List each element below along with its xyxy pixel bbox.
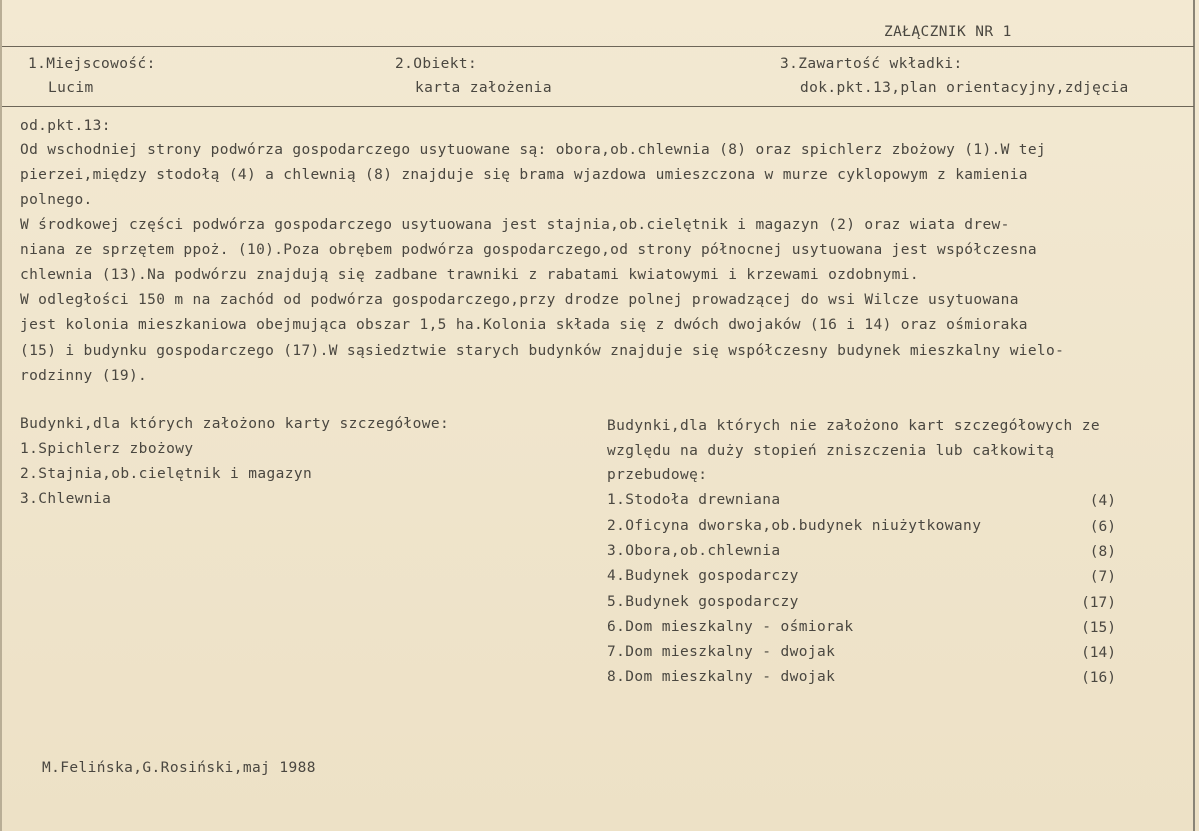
right-list-item: 5.Budynek gospodarczy	[607, 594, 799, 610]
description-line: W odległości 150 m na zachód od podwórza gospodarczego,przy drodze polnej prowadzącej do wsi Wilcze usytuowana	[20, 292, 1019, 308]
object-value: karta założenia	[415, 80, 552, 96]
description-line: pierzei,między stodołą (4) a chlewnią (8) znajduje się brama wjazdowa umieszczona w murze cyklopowym z kamienia	[20, 167, 1028, 183]
right-list-item-number: (14)	[1081, 645, 1116, 661]
right-list-item-number: (16)	[1081, 670, 1116, 686]
description-line: Od wschodniej strony podwórza gospodarczego usytuowane są: obora,ob.chlewnia (8) oraz spichlerz zbożowy (1).W tej	[20, 142, 1047, 158]
left-list-heading: Budynki,dla których założono karty szczegółowe:	[20, 416, 450, 432]
right-edge	[1193, 0, 1195, 831]
description-line: niana ze sprzętem ppoż. (10).Poza obrębem podwórza gospodarczego,od strony północnej usytuowana jest współczesna	[20, 242, 1037, 258]
description-line: jest kolonia mieszkaniowa obejmująca obszar 1,5 ha.Kolonia składa się z dwóch dwojaków (16 i 14) oraz ośmioraka	[20, 317, 1028, 333]
insert-contents-value: dok.pkt.13,plan orientacyjny,zdjęcia	[800, 80, 1129, 96]
description-line: rodzinny (19).	[20, 368, 148, 384]
description-line: (15) i budynku gospodarczego (17).W sąsiedztwie starych budynków znajduje się współczesny budynek mieszkalny wielo-	[20, 343, 1065, 359]
right-list-item: 8.Dom mieszkalny - dwojak	[607, 669, 836, 685]
right-list-item: 4.Budynek gospodarczy	[607, 568, 799, 584]
right-list-item: 6.Dom mieszkalny - ośmiorak	[607, 619, 854, 635]
right-list-item-number: (8)	[1089, 544, 1116, 560]
right-list-heading-line: przebudowę:	[607, 467, 708, 483]
right-list-item-number: (6)	[1089, 519, 1116, 535]
right-list-heading-line: Budynki,dla których nie założono kart szczegółowych ze	[607, 418, 1101, 434]
left-list-item: 1.Spichlerz zbożowy	[20, 441, 194, 457]
locality-value: Lucim	[48, 80, 94, 96]
left-list-item: 3.Chlewnia	[20, 491, 112, 507]
annex-number: ZAŁĄCZNIK NR 1	[884, 24, 1012, 40]
right-list-item-number: (17)	[1081, 595, 1116, 611]
locality-label: 1.Miejscowość:	[28, 56, 156, 72]
header-top-rule	[2, 46, 1194, 47]
right-list-item: 3.Obora,ob.chlewnia	[607, 543, 781, 559]
signature: M.Felińska,G.Rosiński,maj 1988	[42, 760, 316, 776]
header-bottom-rule	[2, 106, 1194, 107]
right-list-item: 1.Stodoła drewniana	[607, 492, 781, 508]
description-line: polnego.	[20, 192, 93, 208]
right-list-item-number: (7)	[1089, 569, 1116, 585]
right-list-heading-line: względu na duży stopień zniszczenia lub całkowitą	[607, 443, 1055, 459]
object-label: 2.Obiekt:	[395, 56, 478, 72]
description-line: od.pkt.13:	[20, 118, 111, 134]
right-list-item: 2.Oficyna dworska,ob.budynek niużytkowany	[607, 518, 982, 534]
left-edge	[0, 0, 2, 831]
left-list-item: 2.Stajnia,ob.cielętnik i magazyn	[20, 466, 313, 482]
right-list-item-number: (4)	[1089, 493, 1116, 509]
description-line: chlewnia (13).Na podwórzu znajdują się zadbane trawniki z rabatami kwiatowymi i krzewami ozdobnymi.	[20, 267, 919, 283]
description-line: W środkowej części podwórza gospodarczego usytuowana jest stajnia,ob.cielętnik i magazyn (2) oraz wiata drew-	[20, 217, 1010, 233]
right-list-item-number: (15)	[1081, 620, 1116, 636]
insert-contents-label: 3.Zawartość wkładki:	[780, 56, 963, 72]
right-list-item: 7.Dom mieszkalny - dwojak	[607, 644, 836, 660]
